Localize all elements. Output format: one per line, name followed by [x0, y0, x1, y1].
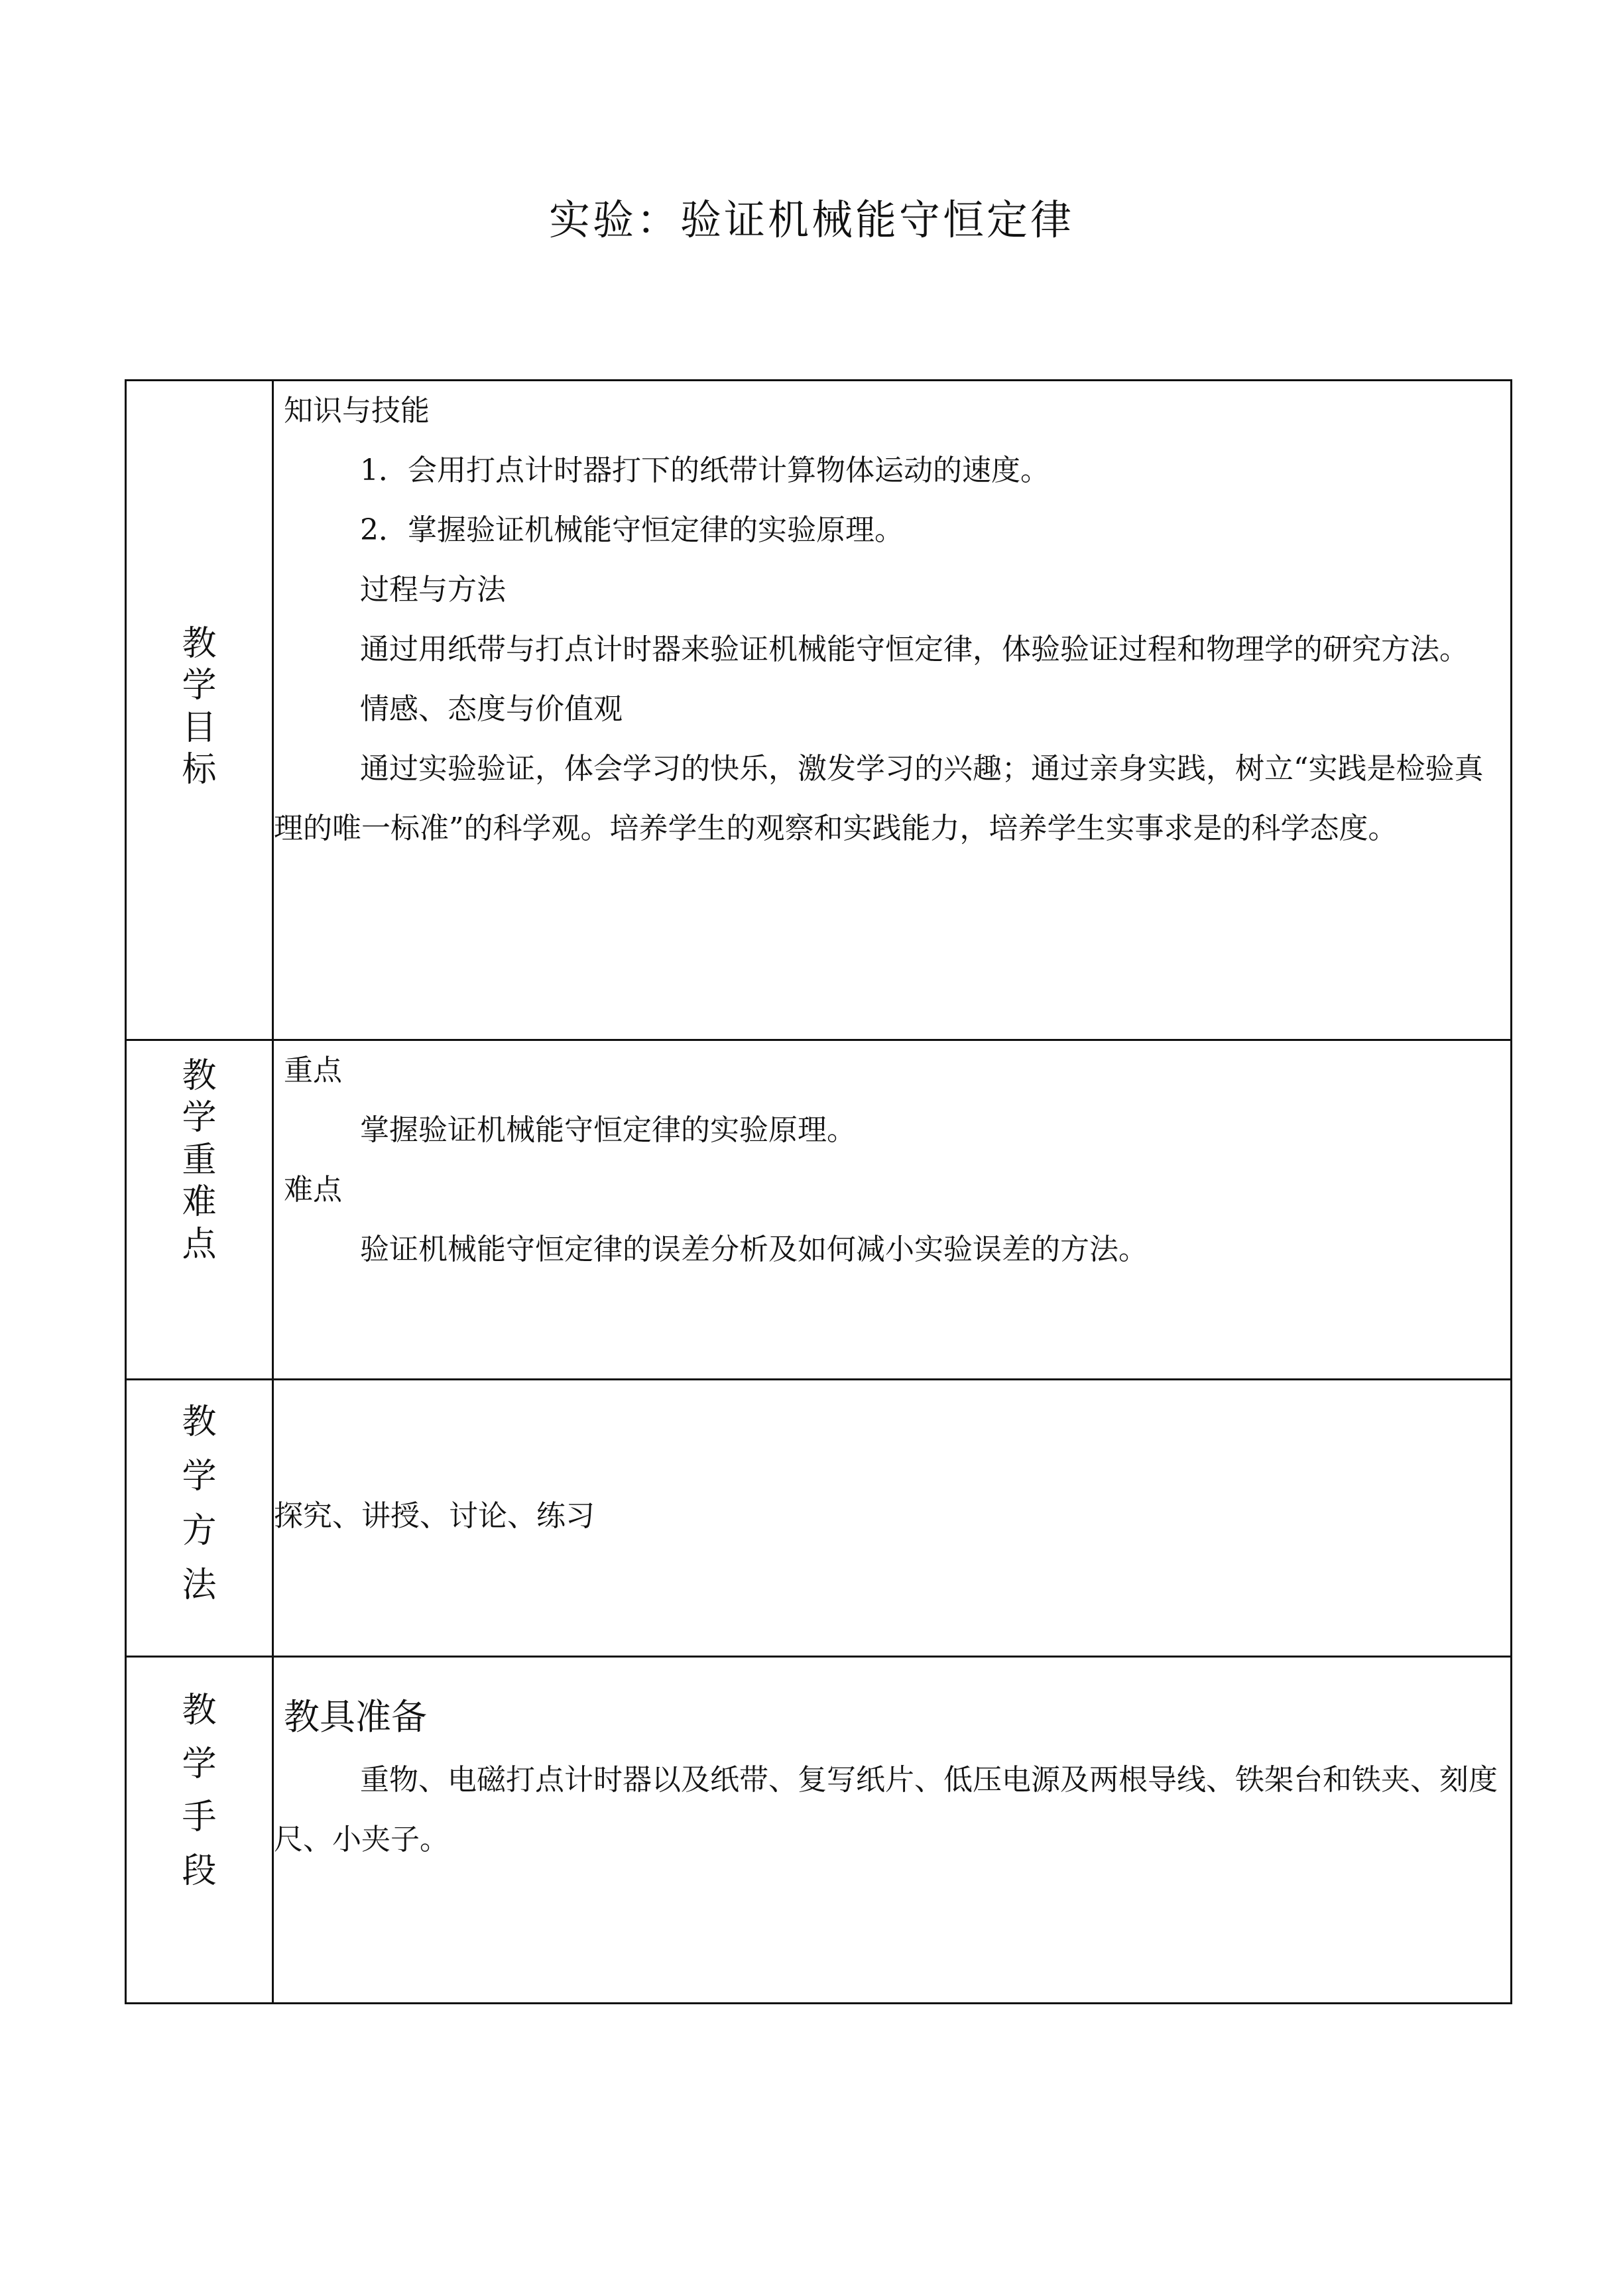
label-cell-key-difficult	[126, 1040, 273, 1380]
row-teaching-goals	[126, 381, 1512, 1040]
key-point-text: 掌握验证机械能守恒定律的实验原理。	[360, 1113, 856, 1147]
label-cell-teaching-means	[126, 1657, 273, 2004]
difficult-point-text: 验证机械能守恒定律的误差分析及如何减小实验误差的方法。	[360, 1233, 1148, 1266]
content-key-difficult	[273, 1040, 1512, 1380]
row-teaching-means	[126, 1657, 1512, 2004]
document-title: 实验：验证机械能守恒定律	[548, 196, 1074, 244]
process-method-text: 通过用纸带与打点计时器来验证机械能守恒定律，体验验证过程和物理学的研究方法。	[360, 633, 1469, 666]
row-teaching-method	[126, 1380, 1512, 1657]
heading-knowledge-skills: 知识与技能	[284, 394, 430, 428]
lesson-plan-table	[125, 379, 1512, 2004]
content-teaching-method	[273, 1380, 1512, 1657]
content-teaching-means	[273, 1657, 1512, 2004]
label-key-difficult: 教学重难点	[182, 1056, 217, 1264]
row-key-difficult-points	[126, 1040, 1512, 1380]
label-teaching-goals: 教学目标	[182, 624, 217, 790]
label-teaching-means: 教学手段	[182, 1691, 217, 1891]
heading-teaching-aids: 教具准备	[284, 1696, 427, 1738]
teaching-method-text: 探究、讲授、讨论、练习	[274, 1499, 595, 1533]
label-teaching-method: 教学方法	[182, 1402, 217, 1606]
heading-key-point: 重点	[284, 1054, 342, 1087]
heading-emotion-values: 情感、态度与价值观	[360, 692, 623, 726]
label-cell-teaching-method	[126, 1380, 273, 1657]
label-cell-teaching-goals	[126, 381, 273, 1040]
teaching-aids-text: 重物、电磁打点计时器以及纸带、复写纸片、低压电源及两根导线、铁架台和铁夹、刻度尺、小夹子。	[274, 1763, 1498, 1856]
heading-process-method: 过程与方法	[360, 573, 506, 607]
emotion-values-text: 通过实验验证，体会学习的快乐，激发学习的兴趣；通过亲身实践，树立“实践是检验真理的唯一标准”的科学观。培养学生的观察和实践能力，培养学生实事求是的科学态度。	[274, 752, 1484, 845]
goal-item-1: 1．会用打点计时器打下的纸带计算物体运动的速度。	[360, 453, 1050, 487]
heading-difficult-point: 难点	[284, 1173, 342, 1207]
content-teaching-goals	[273, 381, 1512, 1040]
goal-item-2: 2．掌握验证机械能守恒定律的实验原理。	[360, 513, 904, 547]
